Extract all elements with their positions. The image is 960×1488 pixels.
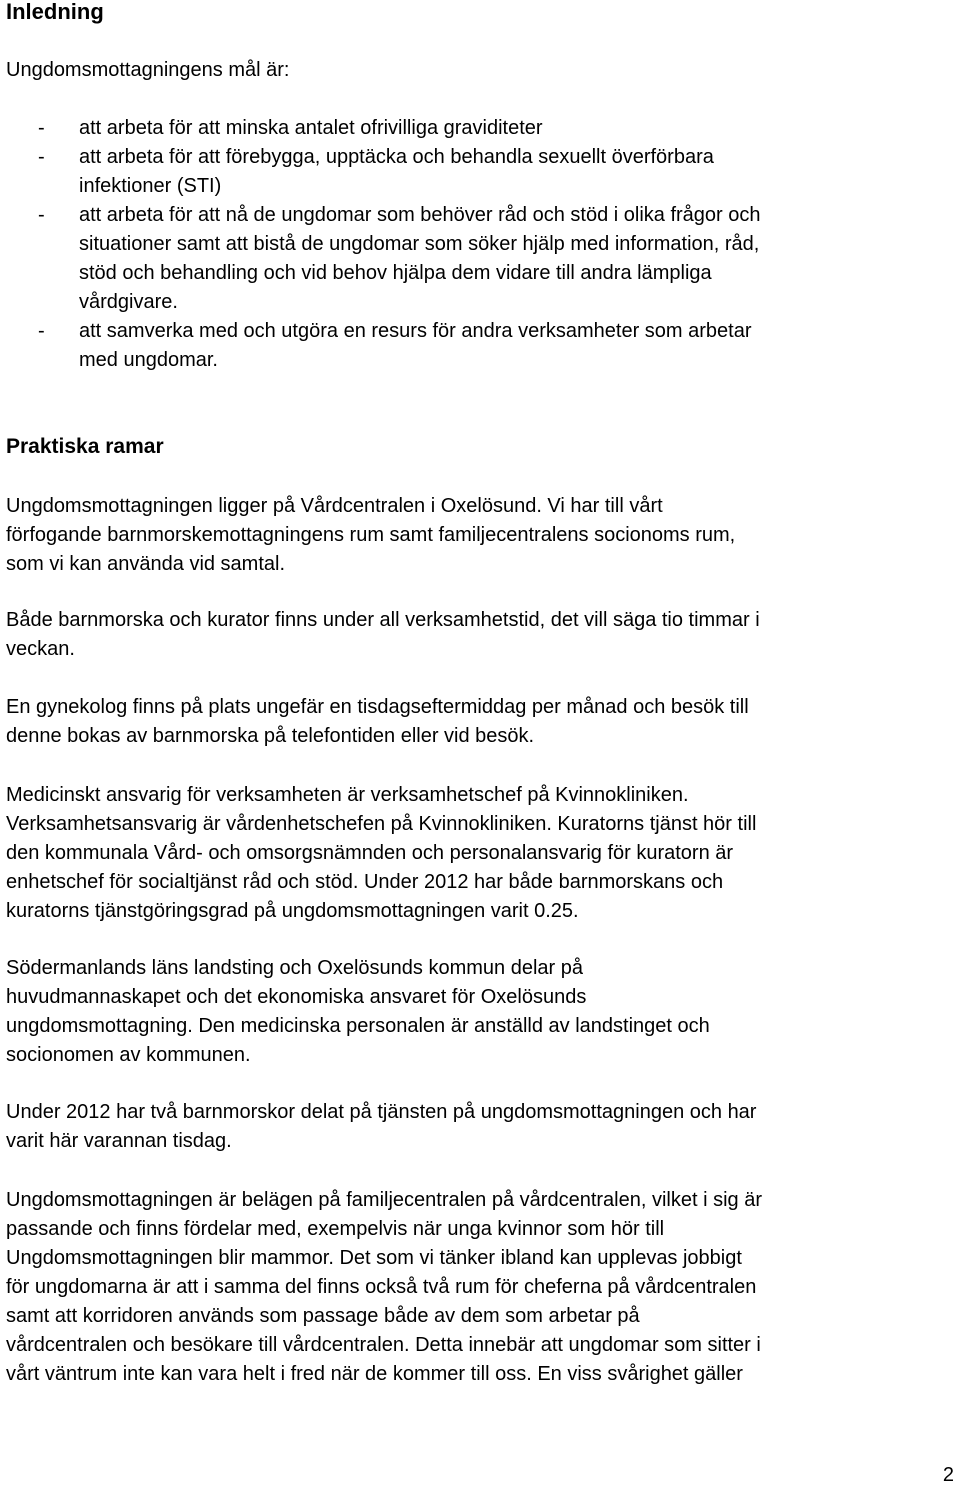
goal-text — [79, 201, 761, 317]
goal-text — [79, 143, 714, 201]
goal-line: situationer samt att bistå de ungdomar som söker hjälp med information, råd, — [79, 233, 760, 255]
paragraph-line: ungdomsmottagning. Den medicinska personalen är anställd av landstinget och — [6, 1015, 710, 1037]
paragraph-line: Både barnmorska och kurator finns under all verksamhetstid, det vill säga tio timmar i — [6, 609, 760, 631]
goal-item — [6, 317, 946, 375]
goal-line: att arbeta för att minska antalet ofrivilliga graviditeter — [79, 117, 543, 139]
goal-line: infektioner (STI) — [79, 175, 222, 197]
paragraph-line: den kommunala Vård- och omsorgsnämnden och personalansvarig för kuratorn är — [6, 842, 734, 864]
paragraph-line: samt att korridoren används som passage både av dem som arbetar på — [6, 1305, 640, 1327]
paragraph-line: passande och finns fördelar med, exempelvis när unga kvinnor som hör till — [6, 1218, 665, 1240]
goal-text — [79, 114, 543, 143]
paragraph — [6, 492, 735, 579]
paragraph — [6, 1186, 762, 1389]
heading-praktiska-ramar: Praktiska ramar — [6, 435, 164, 458]
paragraph-line: vårdcentralen och besökare till vårdcentralen. Detta innebär att ungdomar som sitter i — [6, 1334, 761, 1356]
paragraph-line: kuratorns tjänstgöringsgrad på ungdomsmottagningen varit 0.25. — [6, 900, 579, 922]
bullet-dash: - — [38, 320, 45, 342]
paragraph-line: socionomen av kommunen. — [6, 1044, 251, 1066]
paragraph-line: Medicinskt ansvarig för verksamheten är verksamhetschef på Kvinnokliniken. — [6, 784, 689, 806]
goal-text — [79, 317, 752, 375]
goal-line: stöd och behandling och vid behov hjälpa dem vidare till andra lämpliga — [79, 262, 712, 284]
goal-item — [6, 201, 946, 317]
paragraph — [6, 693, 749, 751]
paragraph-line: enhetschef för socialtjänst råd och stöd. Under 2012 har både barnmorskans och — [6, 871, 724, 893]
goal-line: med ungdomar. — [79, 349, 218, 371]
paragraph-line: huvudmannaskapet och det ekonomiska ansvaret för Oxelösunds — [6, 986, 587, 1008]
paragraph-line: vårt väntrum inte kan vara helt i fred när de kommer till oss. En viss svårighet gäller — [6, 1363, 743, 1385]
bullet-dash: - — [38, 204, 45, 226]
goal-item — [6, 114, 946, 143]
paragraph-line: Södermanlands läns landsting och Oxelösunds kommun delar på — [6, 957, 584, 979]
paragraph-line: Under 2012 har två barnmorskor delat på tjänsten på ungdomsmottagningen och har — [6, 1101, 757, 1123]
goal-line: att arbeta för att förebygga, upptäcka och behandla sexuellt överförbara — [79, 146, 714, 168]
paragraph-line: Verksamhetsansvarig är vårdenhetschefen på Kvinnokliniken. Kuratorns tjänst hör till — [6, 813, 757, 835]
goal-line: att arbeta för att nå de ungdomar som behöver råd och stöd i olika frågor och — [79, 204, 761, 226]
paragraph-line: som vi kan använda vid samtal. — [6, 553, 286, 575]
page-number: 2 — [942, 1464, 954, 1486]
heading-inledning: Inledning — [6, 0, 104, 24]
goal-item — [6, 143, 946, 201]
paragraph — [6, 781, 756, 926]
paragraph-line: Ungdomsmottagningen är belägen på familjecentralen på vårdcentralen, vilket i sig är — [6, 1189, 762, 1211]
goal-line: att samverka med och utgöra en resurs för andra verksamheter som arbetar — [79, 320, 752, 342]
paragraph-line: veckan. — [6, 638, 75, 660]
paragraph-line: för ungdomarna är att i samma del finns också två rum för cheferna på vårdcentralen — [6, 1276, 757, 1298]
goals-intro — [6, 56, 289, 85]
bullet-dash: - — [38, 117, 45, 139]
paragraph-line: Ungdomsmottagningen blir mammor. Det som vi tänker ibland kan upplevas jobbigt — [6, 1247, 742, 1269]
paragraph-line: förfogande barnmorskemottagningens rum samt familjecentralens socionoms rum, — [6, 524, 736, 546]
paragraph-line: Ungdomsmottagningen ligger på Vårdcentralen i Oxelösund. Vi har till vårt — [6, 495, 663, 517]
goal-line: vårdgivare. — [79, 291, 178, 313]
paragraph-line: denne bokas av barnmorska på telefontiden eller vid besök. — [6, 725, 535, 747]
paragraph — [6, 954, 710, 1070]
paragraph-line: En gynekolog finns på plats ungefär en tisdagseftermiddag per månad och besök till — [6, 696, 749, 718]
bullet-dash: - — [38, 146, 45, 168]
goals-intro-text: Ungdomsmottagningens mål är: — [6, 59, 290, 81]
paragraph — [6, 606, 760, 664]
paragraph — [6, 1098, 756, 1156]
paragraph-line: varit här varannan tisdag. — [6, 1130, 232, 1152]
